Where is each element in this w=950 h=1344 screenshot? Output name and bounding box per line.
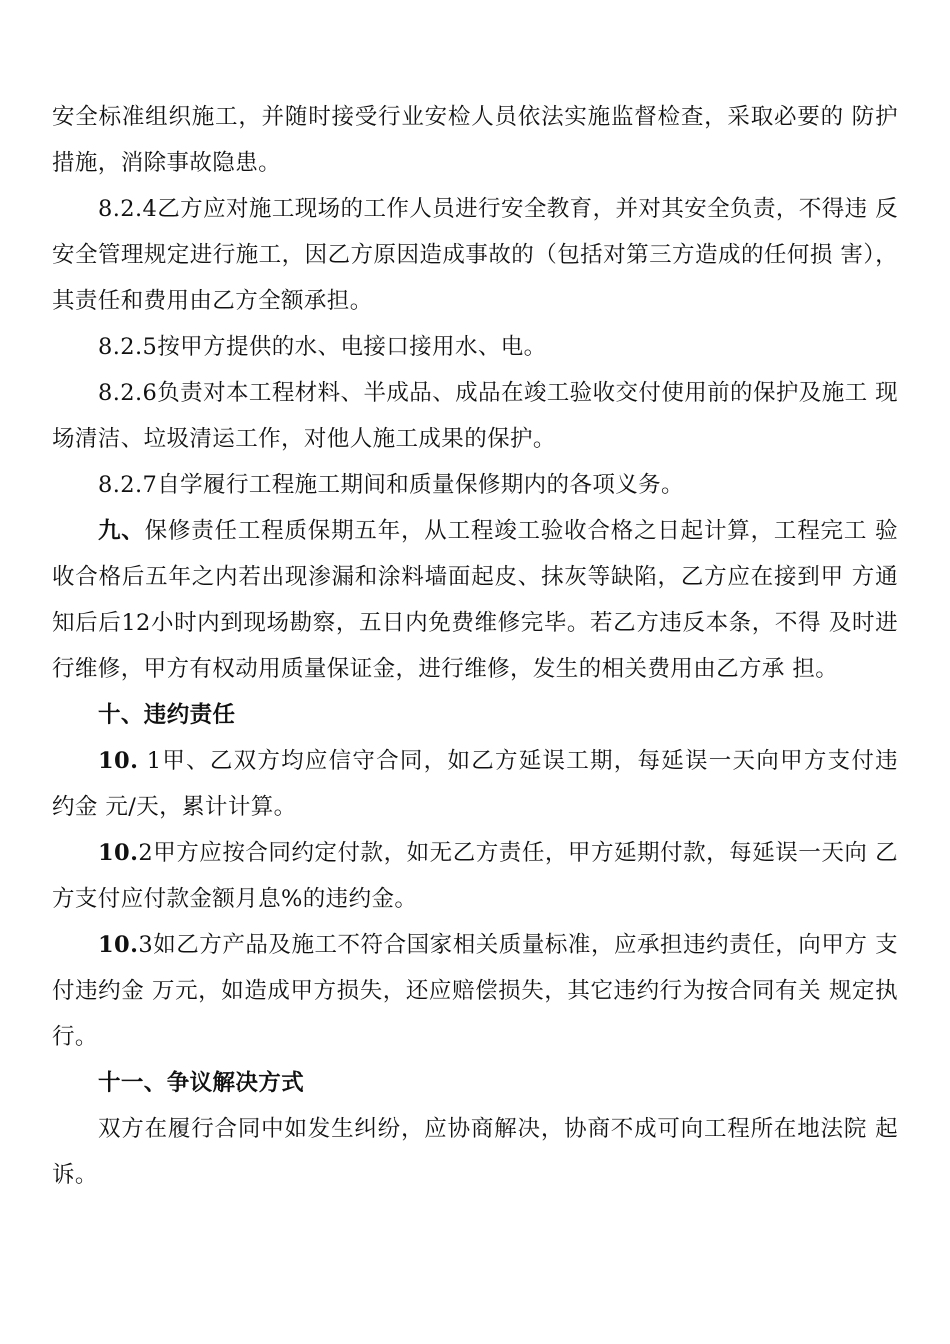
clause-8-2-5 [52, 324, 898, 370]
clause-10-3 [52, 922, 898, 1060]
clause-number: 8.2.5 [98, 334, 158, 360]
clause-number: 8.2.6 [98, 380, 158, 406]
clause-text: 自学履行工程施工期间和质量保修期内的各项义务。 [157, 472, 684, 498]
clause-8-2-7 [52, 462, 898, 508]
clause-number: 10. [98, 840, 139, 866]
section-10-heading [52, 692, 898, 738]
clause-text: 乙方应对施工现场的工作人员进行安全教育，并对其安全负责，不得违 反安全管理规定进行施工，因乙方原因造成事故的（包括对第三方造成的任何损 害），其责任和费用由乙方全额承担。 [52, 196, 898, 314]
section-9-warranty [52, 508, 898, 692]
clause-number: 8.2.7 [98, 472, 158, 498]
clause-8-2-6 [52, 370, 898, 462]
section-text: 保修责任工程质保期五年，从工程竣工验收合格之日起计算，工程完工 验收合格后五年之内若出现渗漏和涂料墙面起皮、抹灰等缺陷，乙方应在接到甲 方通知后后12小时内到现场勘察，五日内免费维修完毕。若乙方违反本条，不得 及时进行维修，甲方有权动用质量保证金，进行维修，发生的相关费用由乙方承 担。 [52, 518, 898, 682]
paragraph-text: 安全标准组织施工，并随时接受行业安检人员依法实施监督检查，采取必要的 防护措施，消除事故隐患。 [52, 104, 898, 176]
section-11-heading [52, 1060, 898, 1106]
section-heading-text: 十一、争议解决方式 [98, 1070, 305, 1096]
paragraph-text: 双方在履行合同中如发生纠纷，应协商解决，协商不成可向工程所在地法院 起诉。 [52, 1116, 898, 1188]
clause-text: 负责对本工程材料、半成品、成品在竣工验收交付使用前的保护及施工 现场清洁、垃圾清运工作，对他人施工成果的保护。 [52, 380, 898, 452]
clause-8-2-4 [52, 186, 898, 324]
paragraph-safety-continuation [52, 94, 898, 186]
clause-10-2 [52, 830, 898, 922]
clause-text: 2甲方应按合同约定付款，如无乙方责任，甲方延期付款，每延误一天向 乙方支付应付款金额月息%的违约金。 [52, 840, 898, 912]
section-lead: 九、 [98, 518, 145, 544]
clause-10-1 [52, 738, 898, 830]
section-heading-text: 十、违约责任 [98, 702, 236, 728]
clause-number: 10. [98, 748, 139, 774]
clause-number: 8.2.4 [98, 196, 158, 222]
clause-number: 10. [98, 932, 139, 958]
clause-text: 按甲方提供的水、电接口接用水、电。 [157, 334, 547, 360]
section-11-text [52, 1106, 898, 1198]
clause-text: 1甲、乙双方均应信守合同，如乙方延误工期，每延误一天向甲方支付违 约金 元/天，累计计算。 [52, 748, 898, 820]
clause-text: 3如乙方产品及施工不符合国家相关质量标准，应承担违约责任，向甲方 支付违约金 万元，如造成甲方损失，还应赔偿损失，其它违约行为按合同有关 规定执行。 [52, 932, 898, 1050]
